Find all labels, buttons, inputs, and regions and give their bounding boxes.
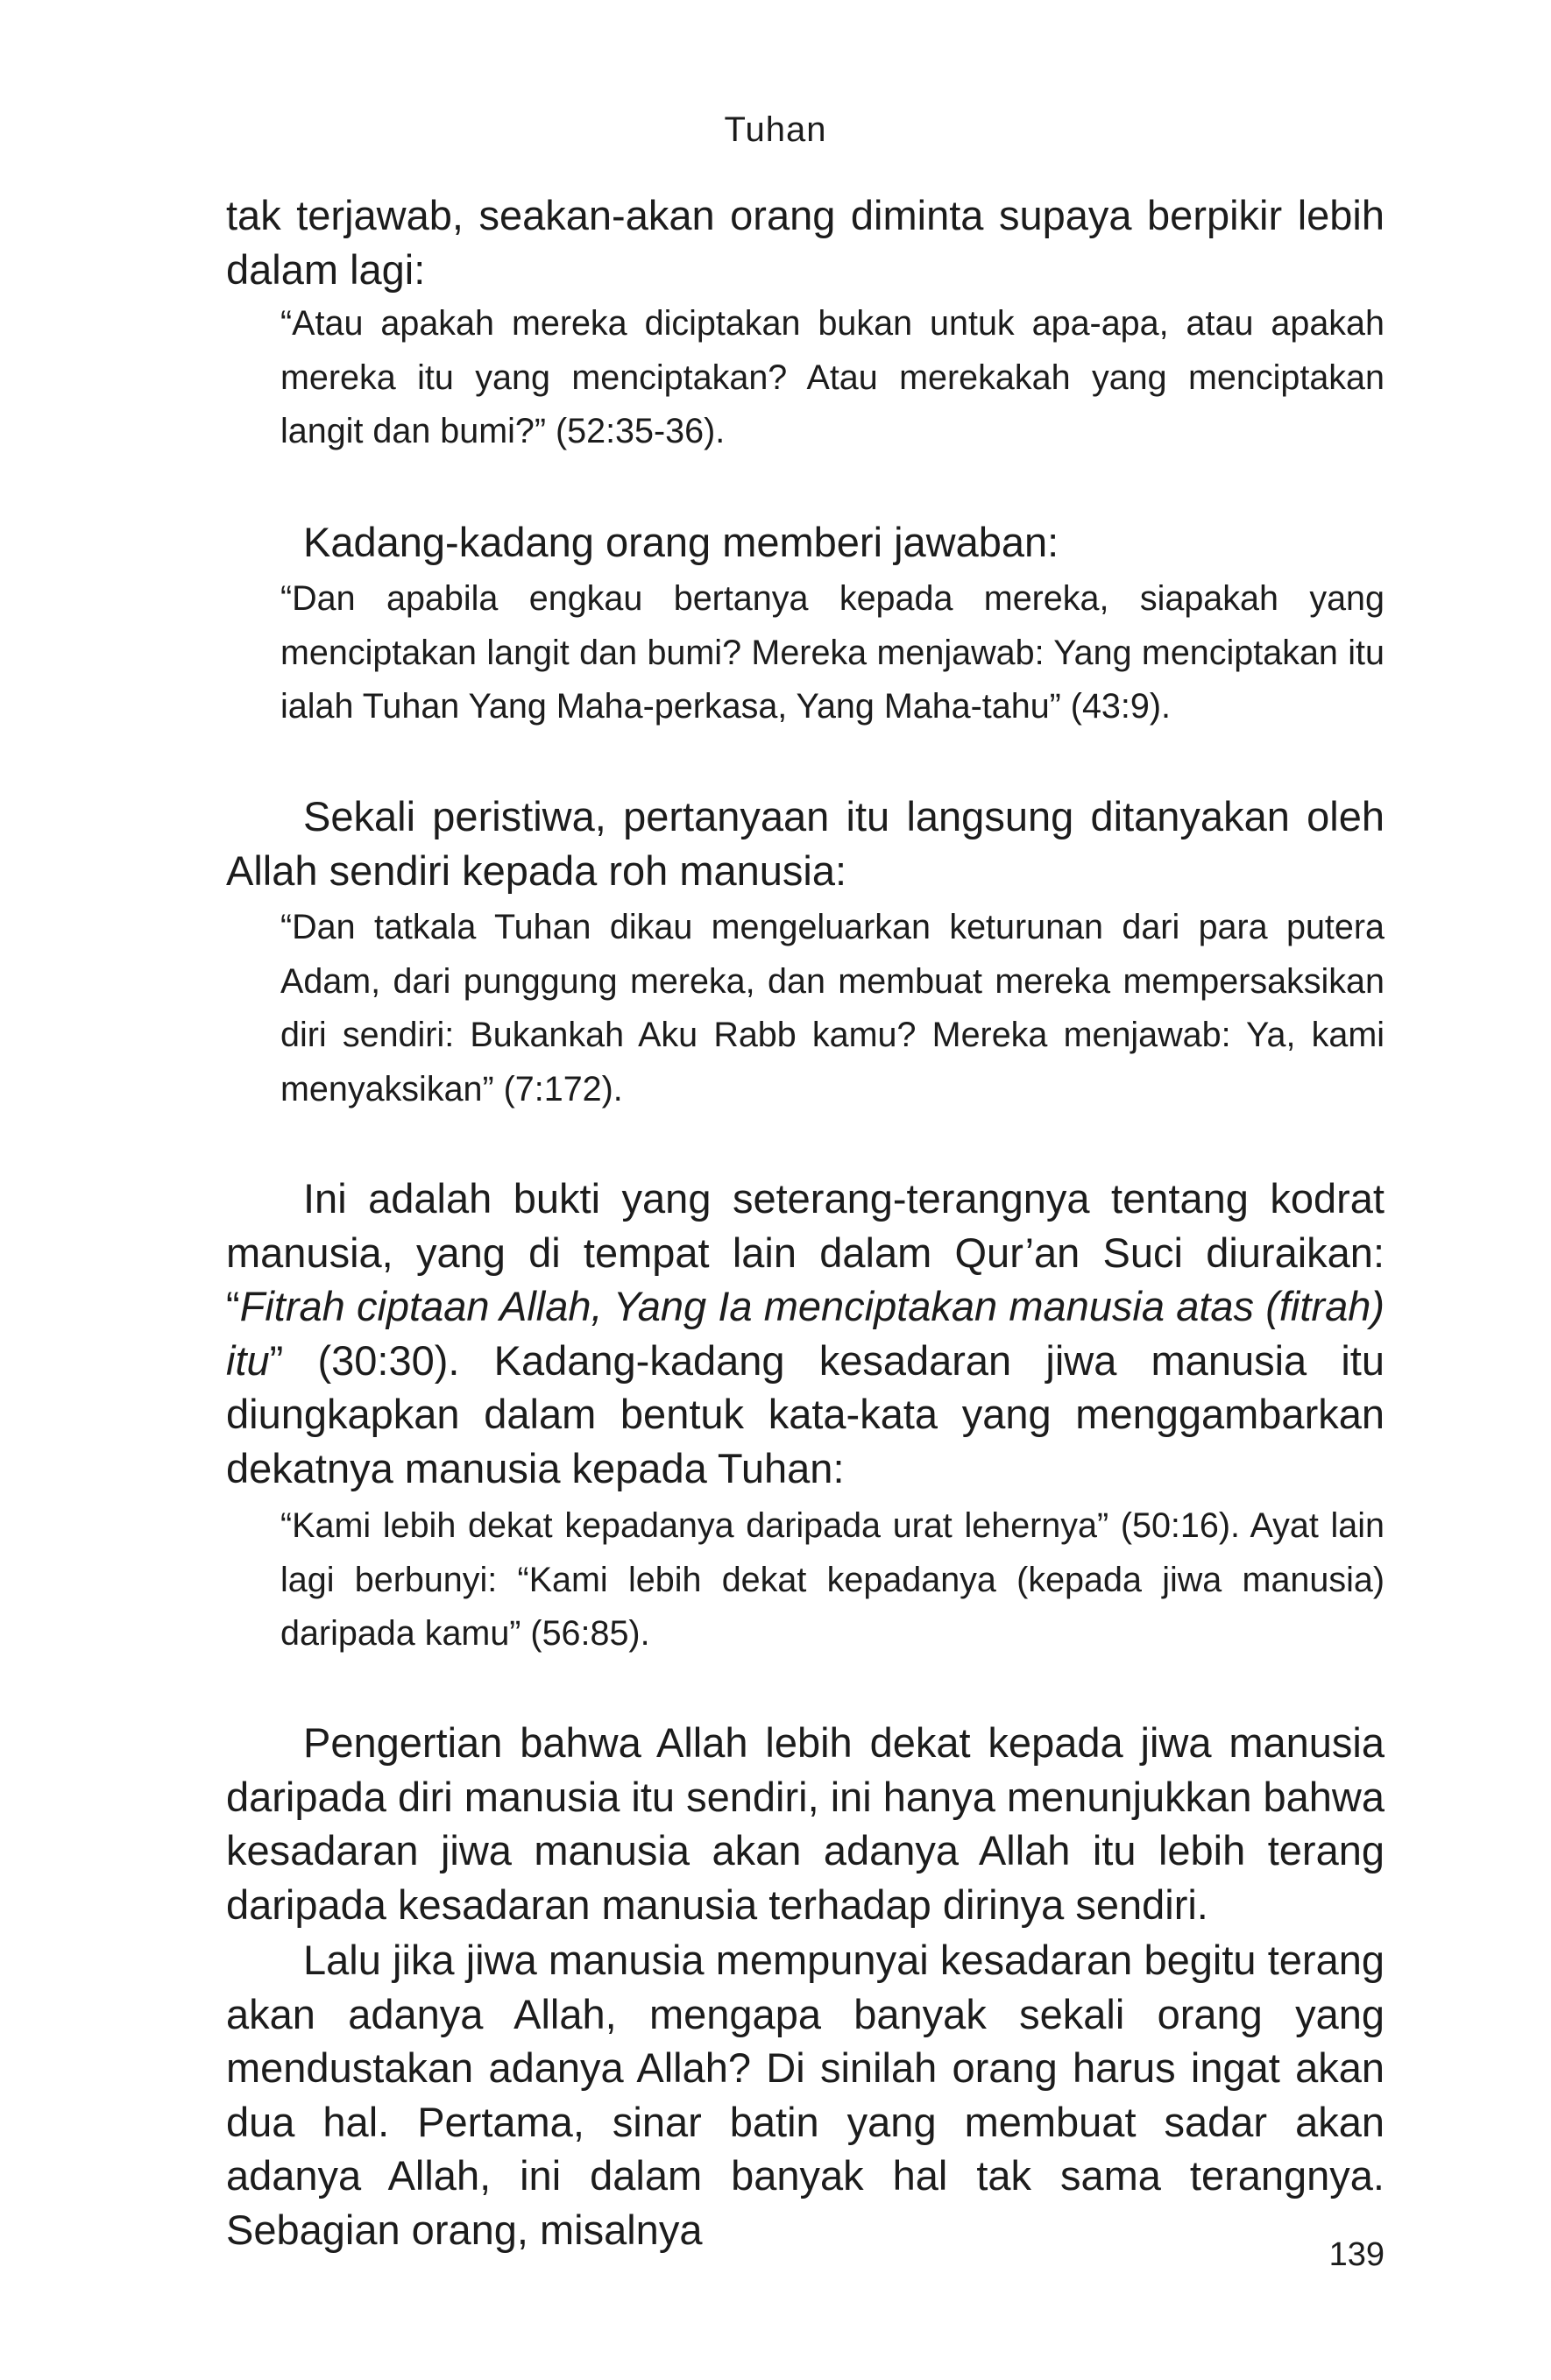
quote-43-9: “Dan apabila engkau bertanya kepada mereka, siapakah yang menciptakan langit dan bumi? Mereka menjawab: Yang menciptakan itu ialah Tuhan Yang Maha-perkasa, Yang Maha-tahu” (43:9). [280, 579, 1385, 726]
quote-50-16: “Kami lebih dekat kepadanya daripada urat lehernya” (50:16). Ayat lain lagi berbunyi: “Kami lebih dekat kepadanya (kepada jiwa manusia) daripada kamu” (56:85). [280, 1506, 1385, 1653]
paragraph-4-italic-quote: Fitrah ciptaan Allah, Yang Ia menciptakan manusia atas (fitrah) itu [226, 1283, 1385, 1384]
paragraph-2-text: Kadang-kadang orang memberi jawaban: [303, 519, 1059, 565]
running-title: Tuhan [724, 110, 827, 149]
paragraph-1 [226, 188, 1385, 296]
paragraph-1-text: tak terjawab, seakan-akan orang diminta supaya berpikir lebih dalam lagi: [226, 192, 1385, 293]
paragraph-6-text: Lalu jika jiwa manusia mempunyai kesadaran begitu terang akan adanya Allah, mengapa banyak sekali orang yang mendustakan adanya Allah? Di sinilah orang harus ingat akan dua hal. Pertama, sinar batin yang membuat sadar akan adanya Allah, ini dalam banyak hal tak sama terangnya. Sebagian orang, misalnya [226, 1937, 1385, 2253]
page-number: 139 [1328, 2236, 1385, 2273]
quote-52-35: “Atau apakah mereka diciptakan bukan untuk apa-apa, atau apakah mereka itu yang menciptakan? Atau merekakah yang menciptakan langit dan bumi?” (52:35-36). [280, 304, 1385, 450]
paragraph-3 [226, 790, 1385, 897]
paragraph-4-part-b: ” (30:30). Kadang-kadang kesadaran jiwa manusia itu diungkapkan dalam bentuk kata-kata yang menggambarkan dekatnya manusia kepada Tuhan: [226, 1336, 1385, 1491]
paragraph-3-text: Sekali peristiwa, pertanyaan itu langsung ditanyakan oleh Allah sendiri kepada roh manusia: [226, 793, 1385, 894]
paragraph-4 [226, 1172, 1385, 1495]
paragraph-5 [226, 1716, 1385, 1931]
quote-7-172: “Dan tatkala Tuhan dikau mengeluarkan keturunan dari para putera Adam, dari punggung mereka, dan membuat mereka mempersaksikan diri sendiri: Bukankah Aku Rabb kamu? Mereka menjawab: Ya, kami menyaksikan” (7:172). [280, 908, 1385, 1109]
paragraph-2 [226, 515, 1385, 570]
paragraph-5-text: Pengertian bahwa Allah lebih dekat kepada jiwa manusia daripada diri manusia itu sendiri, ini hanya menunjukkan bahwa kesadaran jiwa manusia akan adanya Allah itu lebih terang daripada kesadaran manusia terhadap dirinya sendiri. [226, 1719, 1385, 1928]
paragraph-4-text [226, 1172, 1385, 1495]
paragraph-6 [226, 1933, 1385, 2256]
paragraph-4-part-a: Ini adalah bukti yang seterang-terangnya tentang kodrat manusia, yang di tempat lain dalam Qur’an Suci diuraikan: “ [226, 1175, 1385, 1329]
